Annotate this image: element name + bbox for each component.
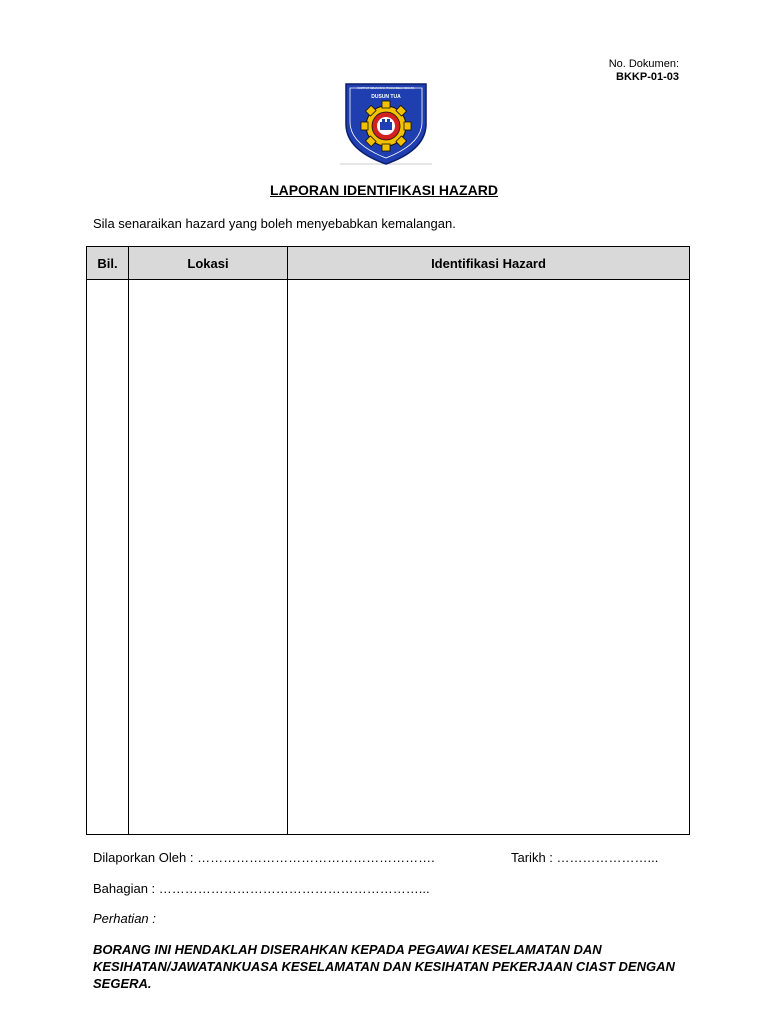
document-number bbox=[609, 58, 679, 84]
section-value[interactable]: ……………………………………………………... bbox=[158, 881, 430, 896]
date-field[interactable] bbox=[511, 850, 658, 865]
logo-top-text: INSTITUT KEMAHIRAN TINGGI BELIA NEGARA bbox=[357, 87, 415, 91]
section-field[interactable] bbox=[93, 881, 430, 896]
instruction-text: Sila senaraikan hazard yang boleh menyebabkan kemalangan. bbox=[93, 216, 456, 231]
reported-by-value[interactable]: ………………………………………………. bbox=[197, 850, 435, 865]
document-number-label: No. Dokumen: bbox=[608, 58, 679, 70]
section-label: Bahagian : bbox=[93, 881, 156, 896]
institution-logo bbox=[340, 80, 432, 166]
gear-icon bbox=[361, 101, 411, 151]
cell-hazard-entry[interactable] bbox=[288, 280, 690, 835]
header-identifikasi-hazard: Identifikasi Hazard bbox=[288, 247, 690, 280]
cell-lokasi-entry[interactable] bbox=[129, 280, 288, 835]
page-title: LAPORAN IDENTIFIKASI HAZARD bbox=[270, 182, 498, 198]
header-lokasi: Lokasi bbox=[129, 247, 288, 280]
logo-place-text: DUSUN TUA bbox=[371, 94, 401, 100]
document-number-code: BKKP-01-03 bbox=[616, 71, 679, 83]
table-row bbox=[87, 280, 690, 835]
table-header-row bbox=[87, 247, 690, 280]
date-value[interactable]: …………………... bbox=[556, 850, 659, 865]
hazard-table bbox=[86, 246, 690, 835]
date-label: Tarikh : bbox=[511, 850, 553, 865]
reported-by-label: Dilaporkan Oleh : bbox=[93, 850, 194, 865]
header-bil: Bil. bbox=[87, 247, 129, 280]
cell-bil-entry[interactable] bbox=[87, 280, 129, 835]
note-label: Perhatian : bbox=[93, 911, 156, 926]
reported-by-field[interactable] bbox=[93, 850, 435, 865]
submission-notice: BORANG INI HENDAKLAH DISERAHKAN KEPADA PEGAWAI KESELAMATAN DAN KESIHATAN/JAWATANKUASA KESELAMATAN DAN KESIHATAN PEKERJAAN CIAST DENGAN SEGERA. bbox=[93, 942, 675, 991]
